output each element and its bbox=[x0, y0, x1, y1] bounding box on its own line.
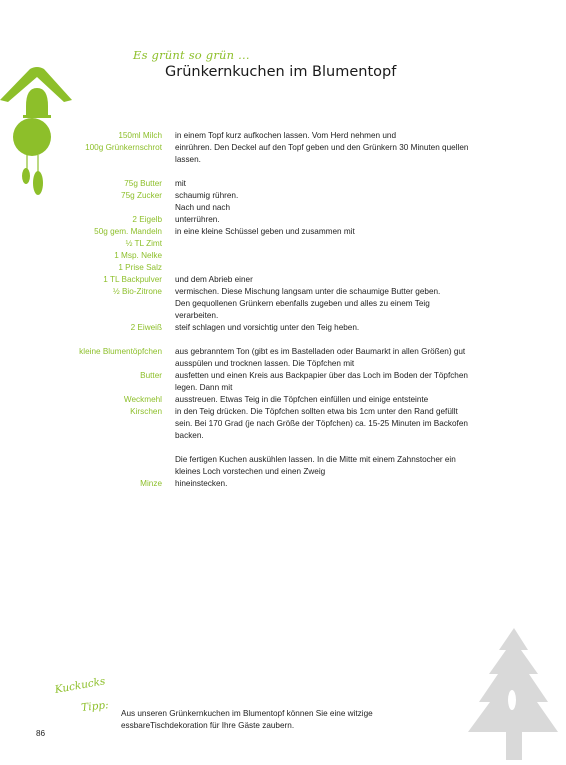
recipe-row bbox=[0, 346, 566, 358]
instruction-text: sein. Bei 170 Grad (je nach Größe der Töpfchen) ca. 15-25 Minuten im Backofen bbox=[175, 419, 468, 428]
recipe-row bbox=[0, 154, 566, 166]
recipe-row bbox=[0, 310, 566, 322]
instruction-text: ausfetten und einen Kreis aus Backpapier über das Loch im Boden der Töpfchen bbox=[175, 371, 468, 380]
tip-label-line1: Kuckucks bbox=[53, 675, 107, 696]
recipe-row bbox=[0, 190, 566, 202]
tip-text bbox=[121, 708, 421, 732]
recipe-row bbox=[0, 442, 566, 454]
recipe-row bbox=[0, 226, 566, 238]
instruction-text: kleines Loch vorstechen und einen Zweig bbox=[175, 467, 326, 476]
recipe-row bbox=[0, 166, 566, 178]
ingredient-label: Butter bbox=[140, 371, 162, 380]
recipe-row bbox=[0, 214, 566, 226]
tip-text-line1: Aus unseren Grünkernkuchen im Blumentopf können Sie eine witzige bbox=[121, 709, 373, 718]
instruction-text: steif schlagen und vorsichtig unter den Teig heben. bbox=[175, 323, 360, 332]
recipe-row bbox=[0, 394, 566, 406]
recipe-row bbox=[0, 238, 566, 250]
ingredient-label: Minze bbox=[140, 479, 162, 488]
page-number: 86 bbox=[36, 729, 46, 738]
tip-label bbox=[53, 675, 126, 724]
instruction-text: legen. Dann mit bbox=[175, 383, 233, 392]
instruction-text: verarbeiten. bbox=[175, 311, 219, 320]
ingredient-label: 50g gem. Mandeln bbox=[94, 227, 162, 236]
instruction-text: schaumig rühren. bbox=[175, 191, 239, 200]
recipe-row bbox=[0, 250, 566, 262]
recipe-row bbox=[0, 130, 566, 142]
recipe-row bbox=[0, 322, 566, 334]
instruction-text: und dem Abrieb einer bbox=[175, 275, 253, 284]
recipe-row bbox=[0, 262, 566, 274]
instruction-text: hineinstecken. bbox=[175, 479, 228, 488]
recipe-row bbox=[0, 454, 566, 466]
instruction-text: ausstreuen. Etwas Teig in die Töpfchen einfüllen und einige entsteinte bbox=[175, 395, 429, 404]
ingredient-label: 2 Eiweiß bbox=[130, 323, 162, 332]
instruction-text: in eine kleine Schüssel geben und zusammen mit bbox=[175, 227, 355, 236]
recipe-row bbox=[0, 382, 566, 394]
instruction-text: mit bbox=[175, 179, 186, 188]
instruction-text: einrühren. Den Deckel auf den Topf geben und den Grünkern 30 Minuten quellen bbox=[175, 143, 469, 152]
instruction-text: Die fertigen Kuchen auskühlen lassen. In die Mitte mit einem Zahnstocher ein bbox=[175, 455, 456, 464]
ingredient-label: 100g Grünkernschrot bbox=[85, 143, 162, 152]
fir-tree-icon bbox=[464, 628, 560, 760]
recipe-row bbox=[0, 466, 566, 478]
ingredient-label: 75g Zucker bbox=[121, 191, 162, 200]
recipe-row bbox=[0, 478, 566, 490]
ingredient-label: ½ TL Zimt bbox=[125, 239, 162, 248]
recipe-row bbox=[0, 406, 566, 418]
instruction-text: unterrühren. bbox=[175, 215, 220, 224]
recipe-row bbox=[0, 202, 566, 214]
recipe-row bbox=[0, 358, 566, 370]
ingredient-label: 2 Eigelb bbox=[132, 215, 162, 224]
recipe-row bbox=[0, 334, 566, 346]
recipe-row bbox=[0, 430, 566, 442]
instruction-text: Den gequollenen Grünkern ebenfalls zugeben und alles zu einem Teig bbox=[175, 299, 430, 308]
ingredient-label: 1 Msp. Nelke bbox=[114, 251, 162, 260]
instruction-text: in den Teig drücken. Die Töpfchen sollten etwa bis 1cm unter den Rand gefüllt bbox=[175, 407, 458, 416]
ingredient-label: 150ml Milch bbox=[118, 131, 162, 140]
ingredient-label: 1 Prise Salz bbox=[118, 263, 162, 272]
recipe-row bbox=[0, 274, 566, 286]
recipe-row bbox=[0, 370, 566, 382]
ingredient-label: kleine Blumentöpfchen bbox=[79, 347, 162, 356]
ingredient-label: Weckmehl bbox=[123, 395, 162, 404]
instruction-text: vermischen. Diese Mischung langsam unter die schaumige Butter geben. bbox=[175, 287, 441, 296]
recipe-row bbox=[0, 286, 566, 298]
section-label: Es grünt so grün ... bbox=[133, 48, 250, 62]
page-title: Grünkernkuchen im Blumentopf bbox=[165, 64, 397, 80]
instruction-text: ausspülen und trocknen lassen. Die Töpfchen mit bbox=[175, 359, 355, 368]
tip-text-line2: essbareTischdekoration für Ihre Gäste zaubern. bbox=[121, 721, 295, 730]
ingredient-label: 75g Butter bbox=[124, 179, 162, 188]
recipe-row bbox=[0, 178, 566, 190]
instruction-text: aus gebranntem Ton (gibt es im Bastelladen oder Baumarkt in allen Größen) gut bbox=[175, 347, 466, 356]
ingredient-label: 1 TL Backpulver bbox=[103, 275, 162, 284]
recipe-row bbox=[0, 142, 566, 154]
instruction-text: Nach und nach bbox=[175, 203, 231, 212]
ingredient-label: ½ Bio-Zitrone bbox=[112, 287, 162, 296]
recipe-row bbox=[0, 418, 566, 430]
ingredient-label: Kirschen bbox=[130, 407, 162, 416]
tip-label-line2: Tipp: bbox=[80, 699, 110, 714]
instruction-text: backen. bbox=[175, 431, 204, 440]
recipe-row bbox=[0, 298, 566, 310]
instruction-text: lassen. bbox=[175, 155, 201, 164]
instruction-text: in einem Topf kurz aufkochen lassen. Vom Herd nehmen und bbox=[175, 131, 397, 140]
recipe-table bbox=[0, 130, 566, 490]
